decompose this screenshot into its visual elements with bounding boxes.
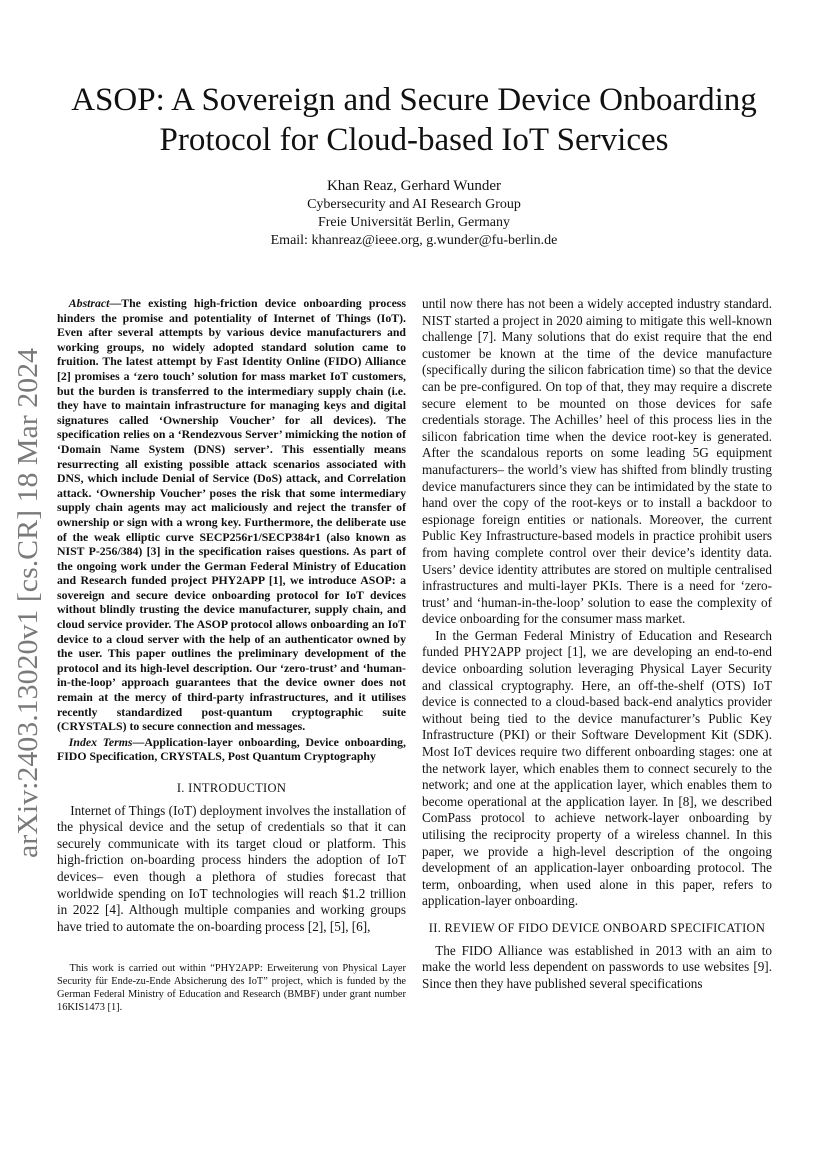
footnote: This work is carried out within “PHY2APP: Erweiterung von Physical Layer Security für Ende-zu-Ende Absicherung des IoT” project, which is funded by the German Federal Ministry of Education and Research (BMBF) under grant number 16KIS1473 [1].: [57, 963, 406, 1013]
abstract-text: —The existing high-friction device onboarding process hinders the promise and potentiality of Internet of Things (IoT). Even after several attempts by various device manufacturers and working groups, no widely adopted standard solution came to fruition. The latest attempt by Fast Identity Online (FIDO) Alliance [2] promises a ‘zero touch’ solution for mass market IoT customers, but the burden is transferred to the intermediary supply chain (i.e. they have to maintain infrastructure for managing keys and digital signatures called ‘Ownership Voucher’ for all devices). The specification relies on a ‘Rendezvous Server’ mimicking the notion of ‘Domain Name System (DNS) server’. This essentially means resurrecting all existing possible attack scenarios associated with DNS, which include Denial of Service (DoS) attack, and Correlation attack. ‘Ownership Voucher’ poses the risk that some intermediary supply chain agents may act maliciously and reject the transfer of ownership or sign with a wrong key. Furthermore, the deliberate use of the weak elliptic curve SECP256r1/SECP384r1 (also known as NIST P-256/384) [3] in the specification raises questions. As part of the ongoing work under the German Federal Ministry of Education and Research funded project PHY2APP [1], we introduce ASOP: a sovereign and secure device onboarding protocol for IoT devices without blindly trusting the device manufacturer, supply chain, and cloud service provider. The ASOP protocol allows onboarding an IoT device to a cloud server with the help of an authenticator owned by the user. This paper outlines the preliminary development of the protocol and its high-level description. Our ‘zero-trust’ and ‘human-in-the-loop’ approach guarantees that the device owner does not remain at the mercy of third-party infrastructures, and it utilises recently standardized post-quantum cryptographic suite (CRYSTALS) to secure connection and messages.: [57, 296, 406, 734]
right-column: [422, 296, 772, 992]
index-terms: [57, 735, 406, 764]
right-paragraph-1: until now there has not been a widely accepted industry standard. NIST started a project in 2020 aiming to mitigate this well-known challenge [7]. Many solutions that do exist require that the end customer be known at the time of the device manufacture (specifically during the silicon fabrication time) so that the device can be pre-configured. On top of that, they may require a discrete secure element to be mounted on those devices for safe credentials storage. The Achilles’ heel of this process lies in the silicon fabrication time when the device root-key is generated. After the scandalous reports on some leading 5G equipment manufacturers– the world’s view has shifted from blindly trusting device manufacturers since they can be intimidated by the state to hand over the copy of the root-keys or to install a backdoor to espionage foreign entities or nationals. Moreover, the current Public Key Infrastructure-based models in practice prohibit users from having complete control over their device’s identity data. Users’ device identity attributes are stored on multiple centralised infrastructures and multi-layer PKIs. There is a need for ‘zero-trust’ and ‘human-in-the-loop’ solution to ease the complexity of device onboarding for the consumer mass market.: [422, 296, 772, 627]
abstract: [57, 296, 406, 734]
author-names: Khan Reaz, Gerhard Wunder: [326, 178, 502, 194]
section-heading-fido: II. REVIEW OF FIDO DEVICE ONBOARD SPECIFICATION: [428, 920, 766, 935]
arxiv-sidebar-stamp: [6, 340, 50, 870]
abstract-lead: Abstract: [68, 296, 110, 310]
author-block: [114, 177, 714, 250]
paper-title: [40, 80, 788, 160]
arxiv-id-label: arXiv:2403.13020v1 [cs.CR] 18 Mar 2024: [13, 371, 44, 858]
title-line-1: ASOP: A Sovereign and Secure Device Onboarding: [71, 82, 757, 118]
title-line-2: Protocol for Cloud-based IoT Services: [159, 122, 669, 158]
index-terms-text: —Application-layer onboarding, Device onboarding, FIDO Specification, CRYSTALS, Post Quantum Cryptography: [57, 734, 406, 764]
intro-paragraph-1: Internet of Things (IoT) deployment involves the installation of the physical device and the setup of credentials so that it can securely communicate with its target cloud or platform. This high-friction on-boarding process hinders the adoption of IoT devices– even though a plethora of studies forecast that worldwide spending on IoT technologies will reach $1.2 trillion in 2022 [4]. Although multiple companies and working groups have tried to automate the on-boarding process [2], [5], [6],: [57, 802, 406, 934]
index-terms-lead: Index Terms: [68, 734, 133, 749]
author-group: Cybersecurity and AI Research Group: [307, 197, 521, 212]
author-email: Email: khanreaz@ieee.org, g.wunder@fu-berlin.de: [270, 233, 558, 248]
right-paragraph-2: In the German Federal Ministry of Education and Research funded PHY2APP project [1], we are developing an end-to-end device onboarding solution leveraging Physical Layer Security and classical cryptography. Here, an off-the-shelf (OTS) IoT device is connected to a cloud-based back-end analytics provider without being tied to the device manufacturer’s Public Key Infrastructure (PKI) or their Software Development Kit (SDK). Most IoT devices require two different onboarding stages: one at the network layer, which enables them to connect securely to the network; and one at the application layer, which enables them to become operational at the application layer. In [8], we described ComPass protocol to achieve network-layer onboarding by utilising the reciprocity property of a wireless channel. In this paper, we provide a high-level description of the ongoing development of an application-layer onboarding protocol. The term, onboarding, when used alone in this paper, refers to application-layer onboarding.: [422, 627, 772, 909]
author-university: Freie Universität Berlin, Germany: [317, 215, 511, 230]
left-column: [57, 296, 406, 935]
section-heading-introduction: I. INTRODUCTION: [176, 781, 287, 795]
fido-paragraph-1: The FIDO Alliance was established in 2013 with an aim to make the world less dependent on passwords to use websites [9]. Since then they have published several specifications: [422, 942, 772, 991]
